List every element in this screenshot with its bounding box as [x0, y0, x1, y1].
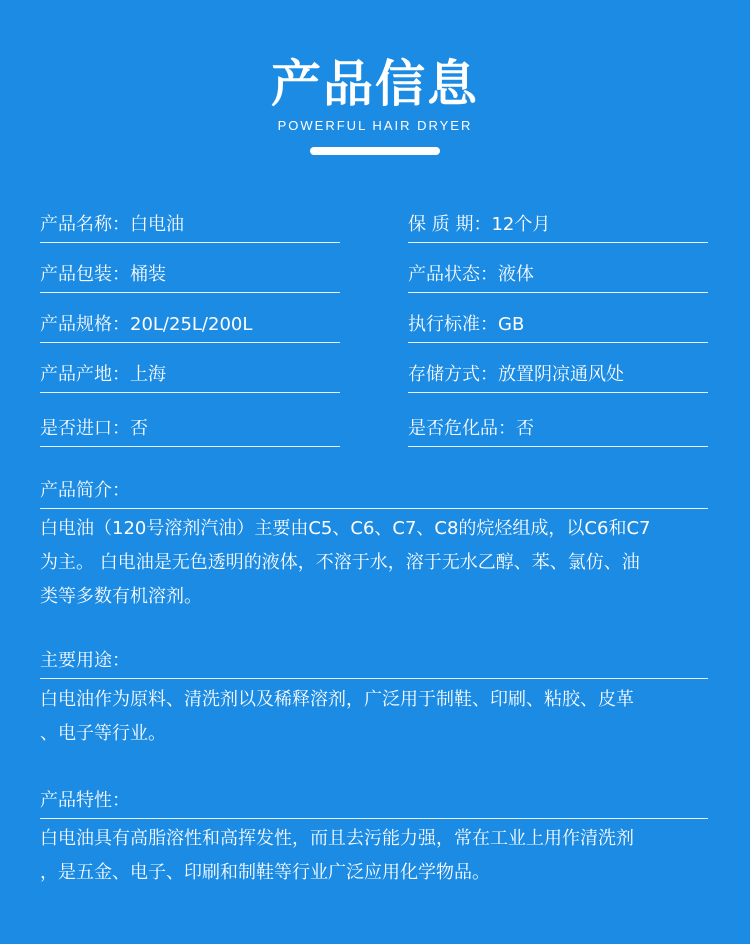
field-value: 白电油	[130, 214, 184, 235]
field-label: 保 质 期：	[408, 214, 492, 235]
field-value: GB	[498, 314, 525, 335]
field-value: 桶装	[130, 264, 166, 285]
field-state	[408, 262, 708, 293]
section-label-uses: 主要用途：	[40, 648, 708, 679]
field-value: 20L/25L/200L	[130, 314, 253, 335]
field-product-name	[40, 212, 340, 243]
field-value: 上海	[130, 364, 166, 385]
field-value: 放置阴凉通风处	[498, 364, 624, 385]
field-hazardous	[408, 416, 708, 447]
page-subtitle: POWERFUL HAIR DRYER	[277, 118, 473, 133]
field-label: 存储方式：	[408, 364, 498, 385]
field-label: 执行标准：	[408, 314, 498, 335]
text-line: 、电子等行业。	[40, 723, 166, 744]
section-label-intro: 产品简介：	[40, 478, 708, 509]
field-value: 否	[516, 418, 534, 439]
field-value: 否	[130, 418, 148, 439]
text-line: 白电油作为原料、清洗剂以及稀释溶剂，广泛用于制鞋、印刷、粘胶、皮革	[40, 689, 634, 710]
field-label: 产品包装：	[40, 264, 130, 285]
field-specification	[40, 312, 340, 343]
header	[0, 0, 750, 170]
text-line: ，是五金、电子、印刷和制鞋等行业广泛应用化学物品。	[40, 862, 490, 883]
page-title: 产品信息	[271, 55, 479, 113]
section-label-features: 产品特性：	[40, 788, 708, 819]
field-storage	[408, 362, 708, 393]
text-line: 为主。 白电油是无色透明的液体，不溶于水，溶于无水乙醇、苯、氯仿、油	[40, 552, 640, 573]
field-shelf-life	[408, 212, 708, 243]
field-standard	[408, 312, 708, 343]
field-label: 产品状态：	[408, 264, 498, 285]
field-imported	[40, 416, 340, 447]
text-line: 白电油具有高脂溶性和高挥发性，而且去污能力强，常在工业上用作清洗剂	[40, 828, 634, 849]
field-value: 液体	[498, 264, 534, 285]
field-label: 产品产地：	[40, 364, 130, 385]
field-origin	[40, 362, 340, 393]
text-line: 白电油（120号溶剂汽油）主要由C5、C6、C7、C8的烷烃组成，以C6和C7	[40, 518, 651, 539]
field-value: 12个月	[491, 214, 551, 235]
field-label: 是否危化品：	[408, 418, 516, 439]
section-text-uses	[40, 683, 712, 751]
text-line: 类等多数有机溶剂。	[40, 586, 202, 607]
field-packaging	[40, 262, 340, 293]
field-label: 产品名称：	[40, 214, 130, 235]
section-text-features	[40, 822, 712, 890]
title-underline-bar	[310, 147, 440, 155]
field-label: 产品规格：	[40, 314, 130, 335]
section-text-intro	[40, 512, 712, 614]
field-label: 是否进口：	[40, 418, 130, 439]
